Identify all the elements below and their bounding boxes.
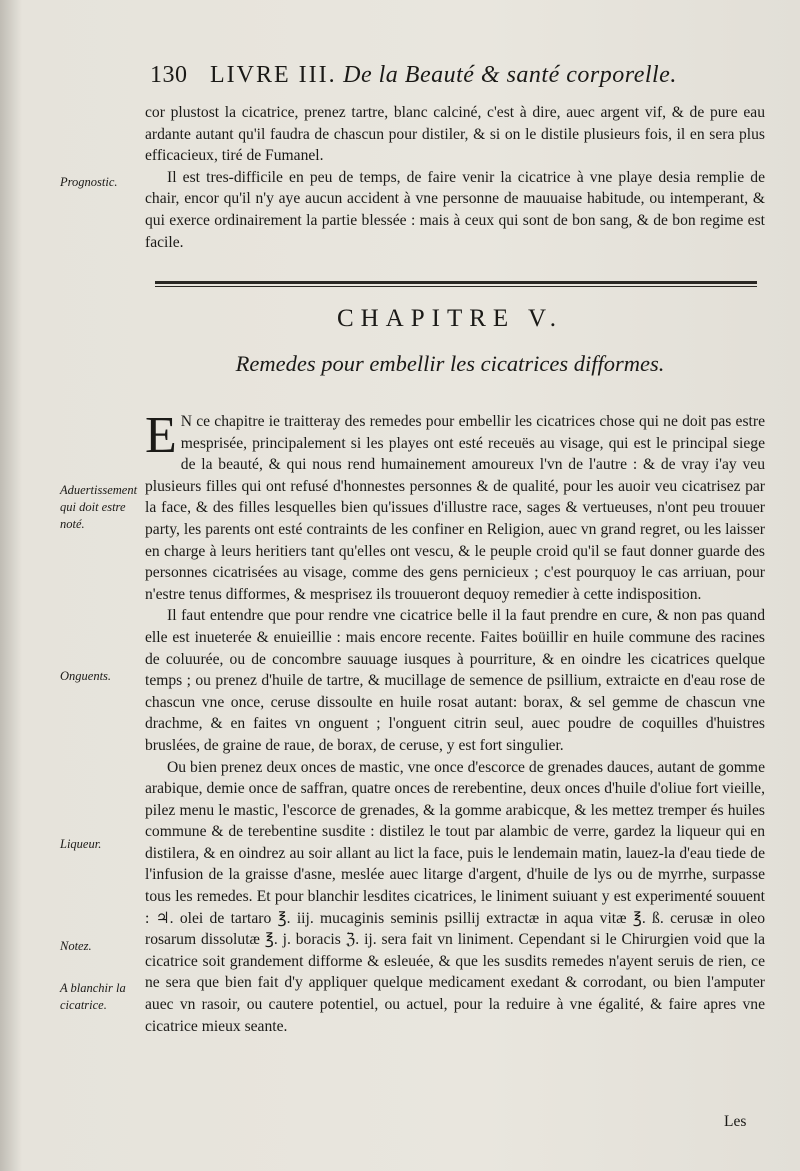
header-title: De la Beauté & santé corporelle.	[343, 62, 677, 88]
chapter-title: Remedes pour embellir les cicatrices difformes.	[235, 351, 665, 376]
margin-note-notez: Notez.	[60, 939, 92, 953]
book-number: LIVRE III.	[210, 62, 337, 88]
margin-note-prognostic: Prognostic.	[60, 175, 118, 189]
top-paragraph-1: cor plustost la cicatrice, prenez tartre, blanc calciné, c'est à dire, auec argent vif, & de pure eau ardante autant qu'il faudra de chascun pour distiler, & si on le distile plusieurs fois, il en sera plus efficacieux, tiré de Fumanel.	[145, 104, 765, 165]
body-paragraph-3: Ou bien prenez deux onces de mastic, vne once d'escorce de grenades dauces, autant de gomme arabique, demie once de saffran, quatre onces de rerebentine, deux onces d'huile d'oliue fort vieille, pilez menu le mastic, l'escorce de grenades, & la gomme arabicque, & les mettez tremper és huiles commune & de terebentine susdite : distilez le tout par alambic de verre, gardez la liqueur qui en distilera, & en oindrez au soir allant au lict la face, puis le lendemain matin, lauez-la d'eau tiede de l'infusion de la graisse d'asne, meslée auec litarge d'argent, d'huile de lys ou de myrrhe, surpasse tous les remedes. Et pour blanchir lesdites cicatrices, le liniment suiuant y est experimenté souuent : ♃. olei de tartaro ℥. iij. mucaginis seminis psillij extractæ in aqua vitæ ℥. ß. cerusæ in oleo rosarum dissolutæ ℥. j. boracis ℨ. ij. sera fait vn liniment. Cependant si le Chirurgien void que la cicatrice soit grandement difforme & esleuée, & que les susdits remedes n'ayent seruis de rien, ce ne sera que bien fait d'y appliquer quelque medicament exedant & corrodant, ou bien l'amputer auec vn rasoir, ou cautere potentiel, ou actuel, pour la reduire à vne égalité, & faire apres vne cicatrice mieux seante.	[145, 758, 765, 1035]
margin-note-aduertissement: Aduertissement qui doit estre noté.	[60, 483, 138, 531]
chapter-rule	[155, 281, 757, 287]
chapter-heading: CHAPITRE V.	[336, 305, 564, 332]
page-number: 130	[150, 62, 188, 88]
top-paragraph-2: Il est tres-difficile en peu de temps, de faire venir la cicatrice à vne playe desia remplie de chair, encor qu'il n'y aye aucun accident à vne personne de mauuaise habitude, ou intemperant, & qui exerce ordinairement la partie blessée : mais à ceux qui sont de bon sang, & de bon regime est facile.	[145, 168, 765, 251]
body-paragraph-1-text: N ce chapitre ie traitteray des remedes pour embellir les cicatrices chose qui ne doit pas estre mesprisée, principalement si les playes ont esté receuës au visage, qui est le principal siege de la beauté, & qui nous rend humainement amoureux l'vn de l'autre : & de vray i'ay veu plusieurs filles qui ont refusé d'honnestes personnes & de qualité, pour les auoir veu cicatrisez par la face, & des filles lesquelles bien qu'issues d'illustre race, sages & vertueuses, n'ont peu trouuer party, les parents ont esté contraints de les confiner en Religion, auec vn grand regret, ou les laisser en charge à leurs heritiers tant qu'elles ont vescu, & le peuple croid qu'il se faut donner guarde des personnes cicatrisées au visage, comme des gens pernicieux ; c'est pourquoy le cas arriuan, pour n'estre tenus difformes, & mesprisez ils trouueront dequoy remedier à cette indisposition.	[145, 413, 765, 603]
top-text	[145, 102, 765, 253]
margin-note-liqueur: Liqueur.	[60, 837, 102, 851]
drop-cap: E	[145, 407, 177, 464]
body-paragraph-1	[145, 407, 765, 605]
margin-note-onguents: Onguents.	[60, 669, 112, 683]
margin-note-blanchir: A blanchir la cicatrice.	[60, 981, 126, 1012]
chapter-body	[145, 407, 765, 1037]
body-paragraph-2: Il faut entendre que pour rendre vne cicatrice belle il la faut prendre en cure, & non pas quand elle est inueterée & enuieillie : mais encore recente. Faites boüillir en huile commune des racines de coluurée, ou de concombre sauuage iusques à pourriture, & en oindre les cicatrices quelque temps ; ou prenez d'huile de tartre, & mucillage de semence de psillium, extraicte en d'eau rose de chascun vne once, ceruse dissoulte en huile rosat autant: borax, & sel gemme de chascun vne drachme, & en faites vn onguent ; l'onguent citrin seul, auec poudre de coquilles d'huistres bruslées, de graine de raue, de borax, de ceruse, y est fort singulier.	[145, 607, 765, 754]
catchword: Les	[724, 1113, 747, 1130]
running-header	[150, 62, 750, 89]
